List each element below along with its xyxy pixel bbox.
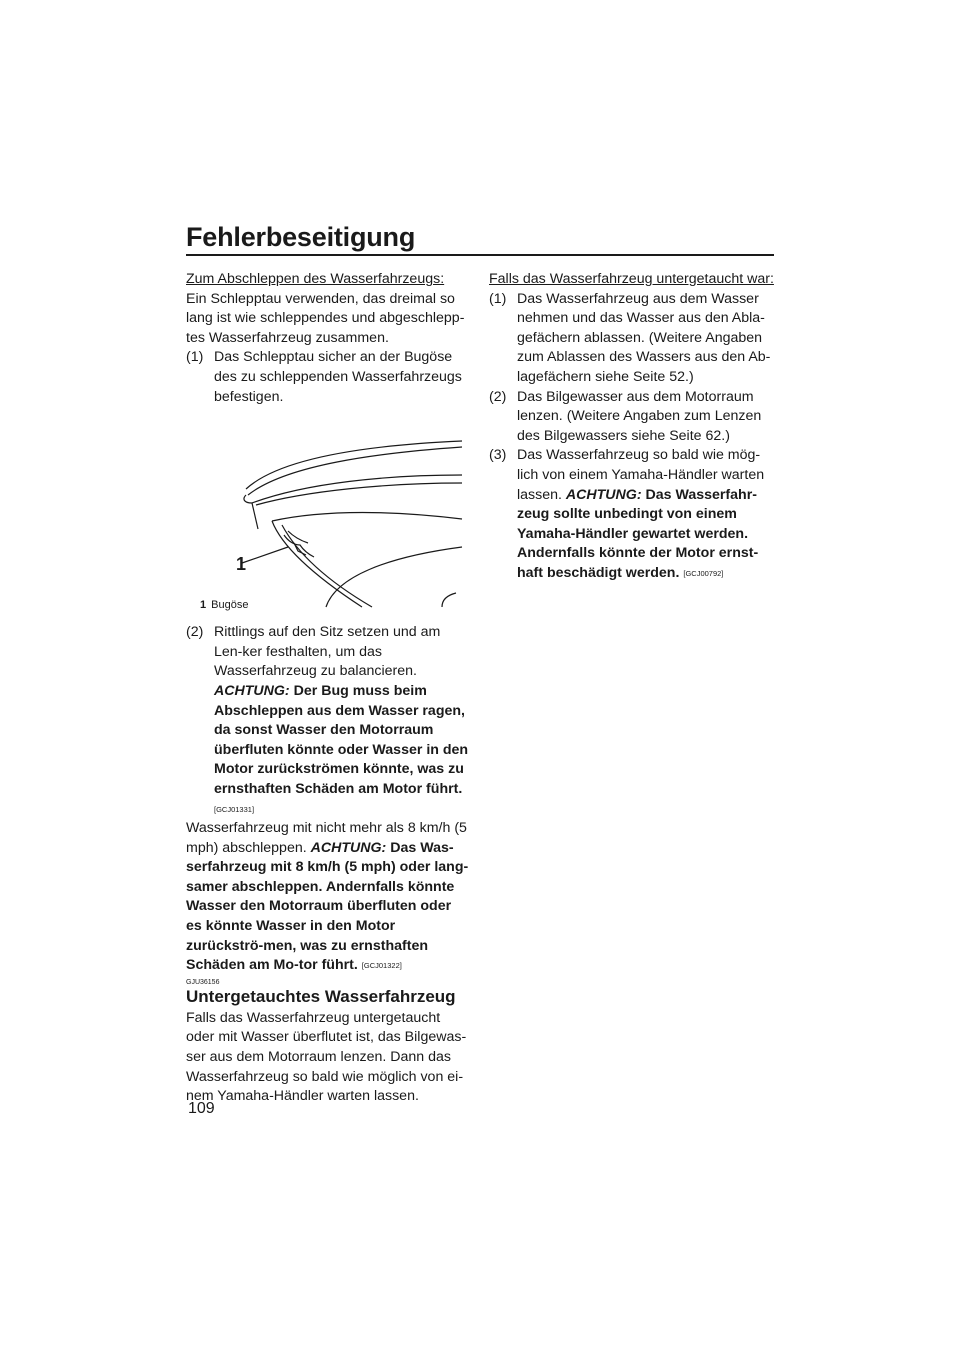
towing-intro: Ein Schlepptau verwenden, das dreimal so lang ist wie schleppendes und abgeschlepp-tes Wasserfahrzeug zusammen.	[186, 290, 465, 346]
bow-eye-illustration	[186, 417, 469, 615]
warning-text: Der Bug muss beim Abschleppen aus dem Wasser ragen, da sonst Wasser den Motorraum überfluten könnte oder Wasser in den Motor zurückströmen könnte, was zu ernsthaften Schäden am Motor führt.	[214, 682, 469, 797]
towing-speed-paragraph	[186, 819, 469, 976]
figure-caption	[200, 596, 248, 616]
warning-text: Das Wasserfahr-zeug sollte unbedingt von einem Yamaha-Händler gewartet werden. Andernfalls könnte der Motor ernst-haft beschädigt werden.	[517, 486, 759, 581]
submerged-heading: Falls das Wasserfahrzeug untergetaucht war:	[489, 271, 774, 287]
towing-heading: Zum Abschleppen des Wasserfahrzeugs:	[186, 271, 445, 287]
submerged-step-3	[489, 446, 777, 583]
speed-text: Wasserfahrzeug mit nicht mehr als 8 km/h (5 mph) abschleppen.	[186, 820, 467, 856]
warning-code: [GCJ00792]	[683, 568, 724, 578]
step-text	[214, 623, 469, 819]
step-body: Das Wasserfahrzeug so bald wie mög-lich von einem Yamaha-Händler warten lassen.	[517, 447, 765, 503]
step-text: Das Bilgewasser aus dem Motorraum lenzen. (Weitere Angaben zum Lenzen des Bilgewassers siehe Seite 62.)	[517, 388, 762, 444]
towing-step-1	[186, 348, 469, 407]
page-number: 109	[188, 1100, 215, 1117]
section-title: Untergetauchtes Wasserfahrzeug	[186, 986, 456, 1006]
section-text: Falls das Wasserfahrzeug untergetaucht oder mit Wasser überflutet ist, das Bilgewas-ser aus dem Motorraum lenzen. Dann das Wasserfahrzeug so bald wie möglich von ei-nem Yamaha-Händler warten lassen.	[186, 1009, 467, 1105]
section-code: GJU36156	[186, 978, 220, 986]
warning-label: ACHTUNG:	[310, 839, 387, 856]
step-number: (2)	[186, 624, 204, 641]
bow-eye-figure	[186, 417, 469, 615]
warning-label: ACHTUNG:	[565, 486, 642, 503]
warning-text: Das Was-serfahrzeug mit 8 km/h (5 mph) oder lang-samer abschleppen. Andernfalls könnte Wasser den Motorraum überfluten oder es könnte Wasser in den Motor zurückströ-men, was zu ernsthaften Schäden am Mo-tor führt.	[186, 839, 469, 974]
submerged-step-2	[489, 388, 777, 447]
title-rule	[186, 254, 774, 256]
step-text: Das Schlepptau sicher an der Bugöse des zu schleppenden Wasserfahrzeugs befestigen.	[214, 349, 462, 405]
warning-code: [GCJ01322]	[361, 961, 402, 971]
submerged-step-1	[489, 290, 777, 388]
right-column	[489, 270, 777, 584]
warning-code: [GCJ01331]	[214, 804, 255, 814]
step-text: Das Wasserfahrzeug aus dem Wasser nehmen und das Wasser aus den Abla-gefächern ablassen. (Weitere Angaben zum Ablassen des Wassers aus den Ab-lagefächern siehe Seite 52.)	[517, 290, 771, 385]
left-column	[186, 270, 469, 1107]
step-number: (3)	[489, 447, 507, 464]
caption-text: Bugöse	[211, 599, 249, 612]
step-number: (1)	[489, 290, 507, 307]
caption-number: 1	[200, 599, 207, 612]
step-number: (2)	[489, 388, 507, 405]
step-text	[517, 446, 777, 583]
figure-callout-1: 1	[236, 554, 247, 575]
step-body: Rittlings auf den Sitz setzen und am Len-ker festhalten, um das Wasserfahrzeug zu balancieren.	[214, 624, 441, 680]
page-title: Fehlerbeseitigung	[186, 222, 416, 252]
warning-label: ACHTUNG:	[214, 682, 290, 699]
towing-step-2	[186, 623, 469, 819]
step-number: (1)	[186, 349, 204, 366]
